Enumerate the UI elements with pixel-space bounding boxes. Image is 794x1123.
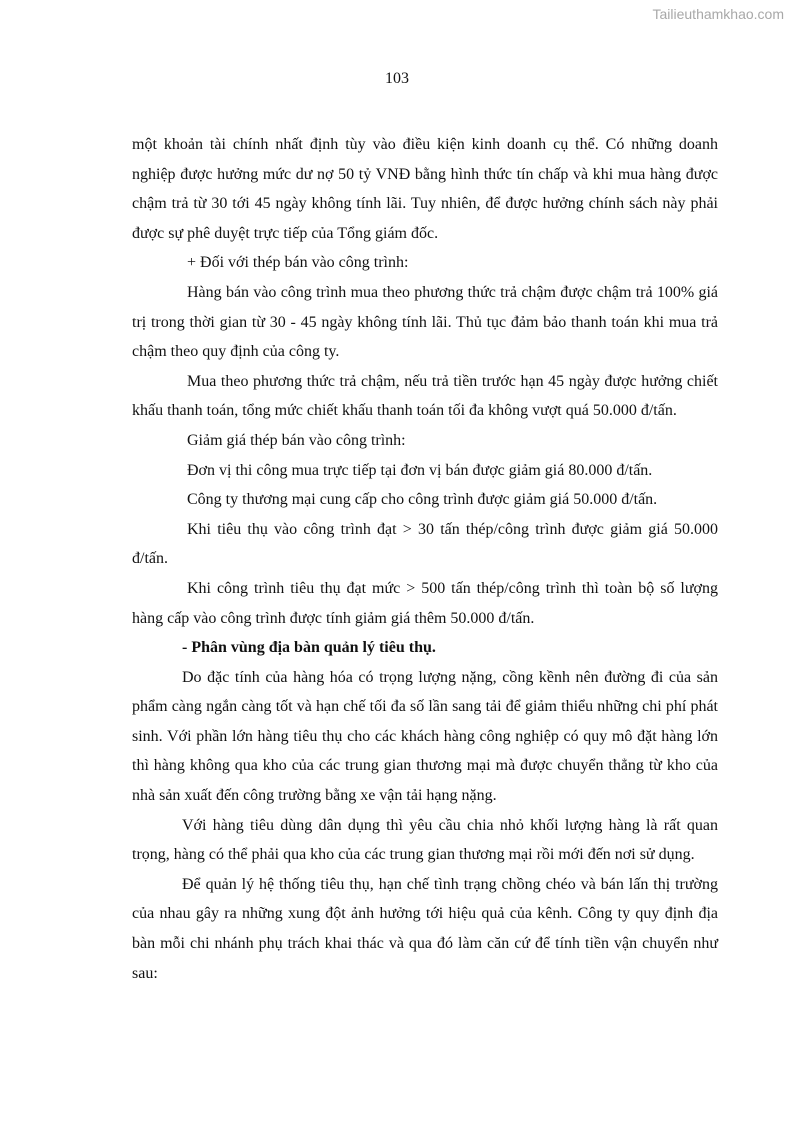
paragraph: + Đối với thép bán vào công trình: (187, 254, 409, 272)
paragraph: Giảm giá thép bán vào công trình: (187, 431, 406, 449)
paragraph: Để quản lý hệ thống tiêu thụ, hạn chế tình trạng chồng chéo và bán lấn thị trường của nhau gây ra những xung đột ảnh hưởng tới hiệu quả của kênh. Công ty quy định địa bàn mỗi chi nhánh phụ trách khai thác và qua đó làm căn cứ để tính tiền vận chuyển như sau: (132, 875, 718, 982)
paragraph: Với hàng tiêu dùng dân dụng thì yêu cầu chia nhỏ khối lượng hàng là rất quan trọng, hàng có thể phải qua kho của các trung gian thương mại rồi mới đến nơi sử dụng. (132, 816, 718, 864)
paragraph: Do đặc tính của hàng hóa có trọng lượng nặng, cồng kềnh nên đường đi của sản phẩm càng ngắn càng tốt và hạn chế tối đa số lần sang tải để giảm thiểu những chi phí phát sinh. Với phần lớn hàng tiêu thụ cho các khách hàng công nghiệp có quy mô đặt hàng lớn thì hàng không qua kho của các trung gian thương mại mà được chuyển thẳng từ kho của nhà sản xuất đến công trường bằng xe vận tải hạng nặng. (132, 668, 718, 805)
section-heading: - Phân vùng địa bàn quản lý tiêu thụ. (182, 639, 436, 657)
paragraph: Mua theo phương thức trả chậm, nếu trả tiền trước hạn 45 ngày được hưởng chiết khấu thanh toán, tổng mức chiết khấu thanh toán tối đa không vượt quá 50.000 đ/tấn. (132, 372, 718, 420)
paragraph: một khoản tài chính nhất định tùy vào điều kiện kinh doanh cụ thể. Có những doanh nghiệp được hưởng mức dư nợ 50 tỷ VNĐ bằng hình thức tín chấp và khi mua hàng được chậm trả từ 30 tới 45 ngày không tính lãi. Tuy nhiên, để được hưởng chính sách này phải được sự phê duyệt trực tiếp của Tổng giám đốc. (132, 136, 718, 242)
document-body (132, 130, 718, 988)
paragraph: Hàng bán vào công trình mua theo phương thức trả chậm được chậm trả 100% giá trị trong thời gian từ 30 - 45 ngày không tính lãi. Thủ tục đảm bảo thanh toán khi mua trả chậm theo quy định của công ty. (132, 283, 718, 361)
page-number: 103 (385, 70, 409, 87)
paragraph: Đơn vị thi công mua trực tiếp tại đơn vị bán được giảm giá 80.000 đ/tấn. (187, 461, 653, 479)
paragraph: Công ty thương mại cung cấp cho công trình được giảm giá 50.000 đ/tấn. (187, 491, 658, 509)
watermark: Tailieuthamkhao.com (652, 6, 784, 22)
paragraph: Khi tiêu thụ vào công trình đạt > 30 tấn thép/công trình được giảm giá 50.000 đ/tấn. (132, 520, 718, 568)
paragraph: Khi công trình tiêu thụ đạt mức > 500 tấn thép/công trình thì toàn bộ số lượng hàng cấp vào công trình được tính giảm giá thêm 50.000 đ/tấn. (132, 579, 718, 627)
